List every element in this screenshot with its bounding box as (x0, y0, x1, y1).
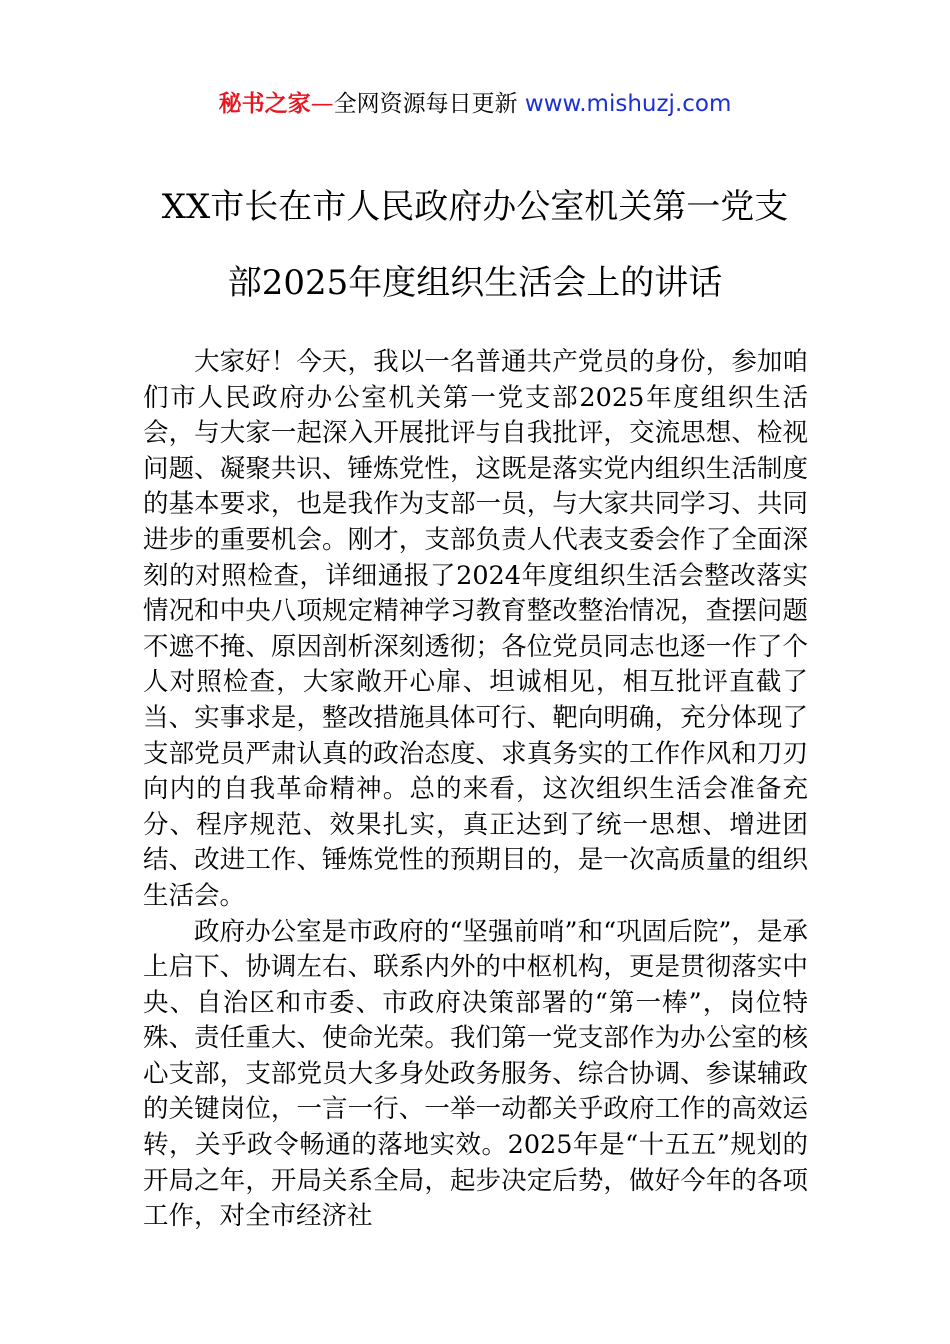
document-title (100, 181, 850, 309)
body-paragraph-2: 政府办公室是市政府的“坚强前哨”和“巩固后院”，是承上启下、协调左右、联系内外的中枢机构，更是贯彻落实中央、自治区和市委、市政府决策部署的“第一棒”，岗位特殊、责任重大、使命光荣。我们第一党支部作为办公室的核心支部，支部党员大多身处政务服务、综合协调、参谋辅政的关键岗位，一言一行、一举一动都关乎政府工作的高效运转，关乎政令畅通的落地实效。2025年是“十五五”规划的开局之年，开局关系全局，起步决定后势，做好今年的各项工作，对全市经济社 (143, 916, 808, 1232)
site-tagline: 全网资源每日更新 (333, 91, 518, 117)
site-header (0, 86, 950, 122)
body-paragraph-1: 大家好！今天，我以一名普通共产党员的身份，参加咱们市人民政府办公室机关第一党支部2025年度组织生活会，与大家一起深入开展批评与自我批评，交流思想、检视问题、凝聚共识、锤炼党性，这既是落实党内组织生活制度的基本要求，也是我作为支部一员，与大家共同学习、共同进步的重要机会。刚才，支部负责人代表支委会作了全面深刻的对照检查，详细通报了2024年度组织生活会整改落实情况和中央八项规定精神学习教育整改整治情况，查摆问题不遮不掩、原因剖析深刻透彻；各位党员同志也逐一作了个人对照检查，大家敞开心扉、坦诚相见，相互批评直截了当、实事求是，整改措施具体可行、靶向明确，充分体现了支部党员严肃认真的政治态度、求真务实的工作作风和刀刃向内的自我革命精神。总的来看，这次组织生活会准备充分、程序规范、效果扎实，真正达到了统一思想、增进团结、改进工作、锤炼党性的预期目的，是一次高质量的组织生活会。 (143, 347, 808, 911)
document-body (143, 345, 808, 1235)
header-dash: — (310, 91, 334, 117)
site-url-link[interactable]: www.mishuzj.com (524, 91, 732, 117)
site-brand: 秘书之家 (218, 91, 311, 117)
title-line-1: XX市长在市人民政府办公室机关第一党支 (161, 186, 789, 227)
title-line-2: 部2025年度组织生活会上的讲话 (227, 262, 723, 303)
